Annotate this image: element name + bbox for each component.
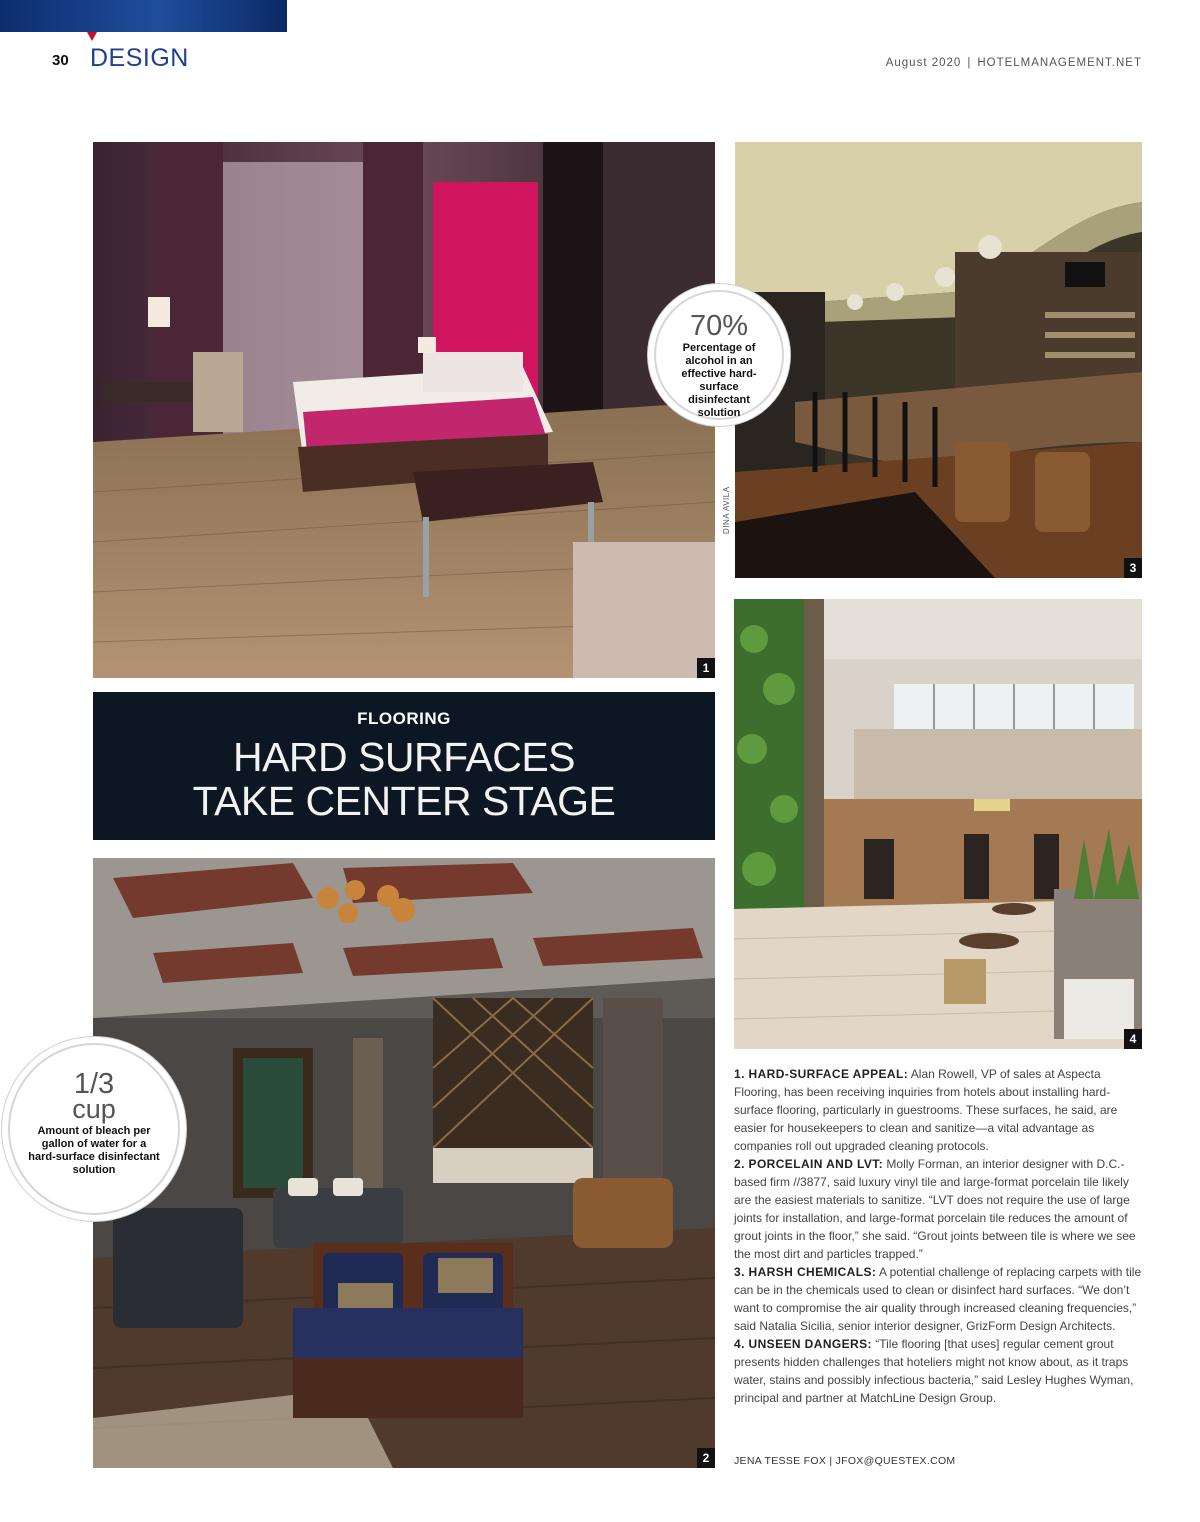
item-text: A potential challenge of replacing carpets with tile can be in the chemicals used to clean or disinfect hard surfaces. “We don’t want to compromise the air quality through increased cleaning frequencies,” said Natalia Sicilia, senior interior designer, GrizForm Design Architects.: [734, 1265, 1142, 1333]
site-name: HOTELMANAGEMENT.NET: [977, 57, 1142, 69]
stat-callout-alcohol: [654, 290, 784, 420]
stat-description: Percentage of alcohol in an effective hard-surface disinfectant solution: [681, 342, 757, 419]
item-lead: 2. PORCELAIN AND LVT:: [734, 1157, 884, 1171]
masthead: [886, 57, 1142, 69]
article-item: [734, 1263, 1142, 1335]
author-byline: JENA TESSE FOX | JFOX@QUESTEX.COM: [734, 1455, 956, 1467]
item-text: Alan Rowell, VP of sales at Aspecta Flooring, has been receiving inquiries from hotels about installing hard-surface flooring, particularly in guestrooms. These surfaces, he said, are easier for housekeepers to clean and sanitize—a vital advantage as companies roll out upgraded cleaning protocols.: [734, 1067, 1118, 1153]
article-title-block: [93, 692, 715, 840]
item-lead: 3. HARSH CHEMICALS:: [734, 1265, 877, 1279]
photo-bar: [735, 142, 1142, 578]
headline-line-1: HARD SURFACES: [232, 734, 576, 780]
issue-date: August 2020: [885, 57, 962, 69]
header-color-bar: [0, 0, 287, 32]
article-item: [734, 1335, 1142, 1407]
stat-value: 1/3: [73, 1068, 115, 1100]
photo-credit: DINA AVILA: [722, 486, 731, 534]
article-body: [734, 1065, 1142, 1407]
stat-unit: cup: [72, 1094, 116, 1124]
photo-guestroom: [93, 142, 715, 678]
masthead-separator: |: [967, 57, 972, 69]
stat-description: Amount of bleach per gallon of water for a hard-surface disinfectant solution: [28, 1125, 160, 1176]
article-item: [734, 1155, 1142, 1263]
lounge-illustration: [93, 858, 715, 1468]
photo-lobby-green-wall: [734, 599, 1142, 1049]
stat-value: 70%: [689, 310, 749, 342]
bar-illustration: [735, 142, 1142, 578]
page-number: 30: [52, 52, 69, 69]
item-text: “Tile flooring [that uses] regular cement grout presents hidden challenges that hoteliers might not know about, as it traps water, stains and possibly infectious bacteria,” said Lesley Hughes Wyman, principal and partner at MatchLine Design Group.: [734, 1337, 1134, 1405]
article-item: [734, 1065, 1142, 1155]
item-lead: 4. UNSEEN DANGERS:: [734, 1337, 872, 1351]
photo-lounge: [93, 858, 715, 1468]
item-lead: 1. HARD-SURFACE APPEAL:: [734, 1067, 909, 1081]
guestroom-illustration: [93, 142, 715, 678]
lobby-illustration: [734, 599, 1142, 1049]
photo-number-2: 2: [697, 1448, 715, 1468]
photo-number-1: 1: [697, 658, 715, 678]
article-headline: [93, 735, 715, 823]
photo-number-4: 4: [1124, 1029, 1142, 1049]
stat-callout-bleach: [8, 1043, 180, 1215]
item-text: Molly Forman, an interior designer with D.C.-based firm //3877, said luxury vinyl tile and large-format porcelain tile likely are the easiest materials to sanitize. “LVT does not require the use of large joints for installation, and large-format porcelain tile reduces the amount of grout joints in the floor,” she said. “Grout joints between tile is where we see the most dirt and particles trapped.”: [734, 1157, 1136, 1261]
headline-line-2: TAKE CENTER STAGE: [192, 778, 616, 824]
section-title: DESIGN: [90, 44, 189, 72]
article-kicker: FLOORING: [357, 709, 451, 728]
header-notch-marker: [87, 32, 97, 41]
photo-number-3: 3: [1124, 558, 1142, 578]
